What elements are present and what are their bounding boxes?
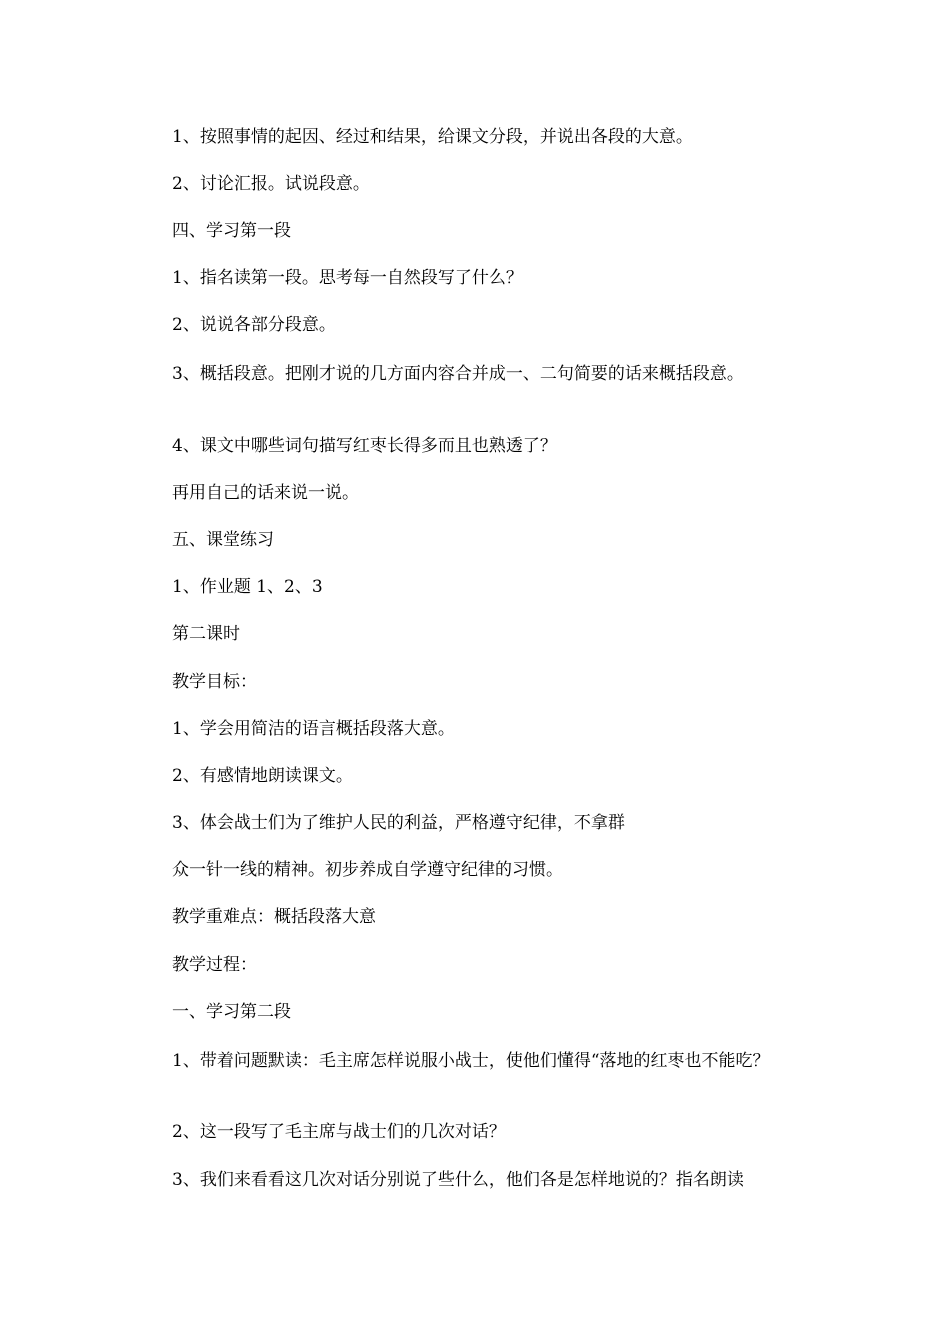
step-1: 1、带着问题默读：毛主席怎样说服小战士，使他们懂得“落地的红枣也不能吃？ bbox=[172, 1051, 770, 1071]
objective-2: 2、有感情地朗读课文。 bbox=[172, 766, 353, 786]
paragraph-8: 1、作业题 1、2、3 bbox=[172, 577, 323, 597]
process-heading: 教学过程： bbox=[172, 955, 257, 975]
step-3: 3、我们来看看这几次对话分别说了些什么，他们各是怎样地说的？指名朗读 bbox=[172, 1170, 744, 1190]
paragraph-4: 2、说说各部分段意。 bbox=[172, 315, 336, 335]
paragraph-2: 2、讨论汇报。试说段意。 bbox=[172, 174, 370, 194]
objective-3: 3、体会战士们为了维护人民的利益，严格遵守纪律，不拿群 bbox=[172, 813, 625, 833]
paragraph-6: 4、课文中哪些词句描写红枣长得多而且也熟透了？ bbox=[172, 436, 557, 456]
paragraph-1: 1、按照事情的起因、经过和结果，给课文分段，并说出各段的大意。 bbox=[172, 127, 693, 147]
paragraph-7: 再用自己的话来说一说。 bbox=[172, 483, 359, 503]
section-heading-5: 五、课堂练习 bbox=[172, 530, 274, 550]
paragraph-3: 1、指名读第一段。思考每一自然段写了什么？ bbox=[172, 268, 523, 288]
objective-1: 1、学会用简洁的语言概括段落大意。 bbox=[172, 719, 455, 739]
paragraph-5: 3、概括段意。把刚才说的几方面内容合并成一、二句简要的话来概括段意。 bbox=[172, 364, 744, 384]
lesson-heading: 第二课时 bbox=[172, 624, 240, 644]
section-heading-4: 四、学习第一段 bbox=[172, 221, 291, 241]
objective-3-continued: 众一针一线的精神。初步养成自学遵守纪律的习惯。 bbox=[172, 860, 563, 880]
objectives-heading: 教学目标： bbox=[172, 672, 257, 692]
step-2: 2、这一段写了毛主席与战士们的几次对话？ bbox=[172, 1122, 506, 1142]
key-points: 教学重难点：概括段落大意 bbox=[172, 907, 376, 927]
section-heading-1: 一、学习第二段 bbox=[172, 1002, 291, 1022]
